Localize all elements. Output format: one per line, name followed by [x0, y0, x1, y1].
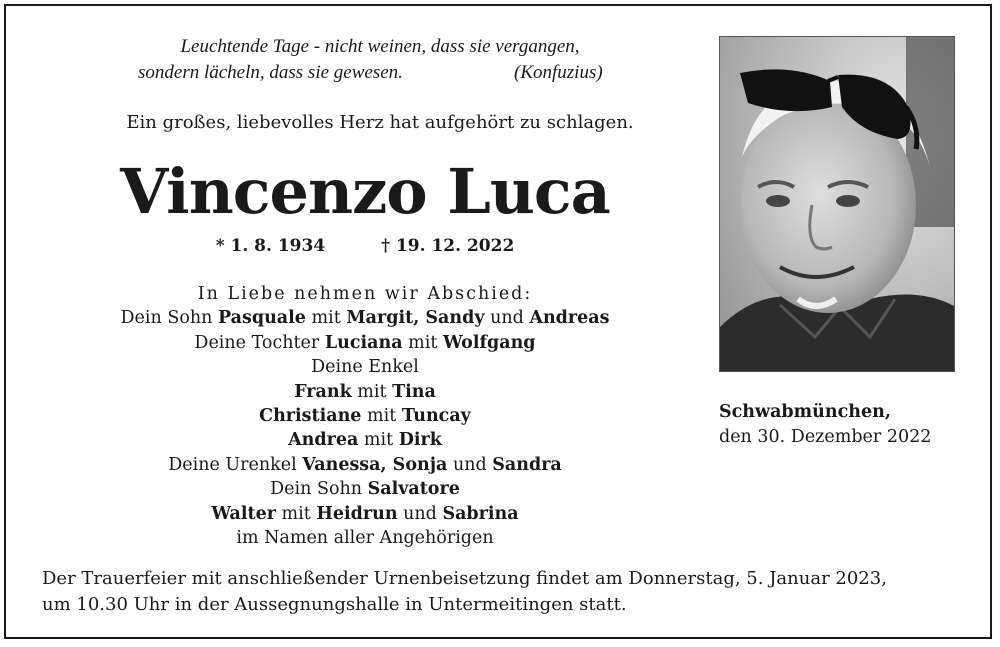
family-name: Christiane: [259, 406, 362, 427]
family-relation-text: mit: [305, 308, 347, 329]
family-relation-text: mit: [361, 406, 402, 427]
quote-author: (Konfuzius): [514, 62, 603, 83]
family-row: [60, 453, 670, 477]
family-row: [60, 502, 670, 526]
family-name: Wolfgang: [442, 332, 536, 353]
life-dates: [60, 236, 670, 256]
quote-line-1: Leuchtende Tage - nicht weinen, dass sie vergangen,: [180, 36, 580, 57]
family-name: Andreas: [529, 308, 610, 329]
family-name: Sandra: [492, 454, 562, 475]
deceased-name: Vincenzo Luca: [120, 155, 610, 228]
family-name: Tina: [392, 381, 436, 402]
family-rows: [60, 306, 670, 550]
birth-date: * 1. 8. 1934: [215, 236, 326, 256]
quote-text: sondern lächeln, dass sie gewesen.: [138, 62, 403, 83]
family-relation-text: im Namen aller Angehörigen: [236, 528, 494, 549]
portrait-photo: [719, 36, 955, 372]
family-name: Vanessa, Sonja: [302, 454, 448, 475]
family-relation-text: und: [484, 308, 530, 329]
family-name: Salvatore: [367, 479, 460, 500]
place-and-date: [719, 400, 931, 450]
ceremony-line-2: um 10.30 Uhr in der Aussegnungshalle in Untermeitingen statt.: [42, 594, 627, 615]
family-name: Tuncay: [401, 406, 471, 427]
family-row: [60, 477, 670, 501]
family-relation-text: mit: [275, 503, 317, 524]
family-row: [60, 331, 670, 355]
family-row: [60, 526, 670, 550]
family-relation-text: Deine Enkel: [311, 357, 419, 378]
family-name: Pasquale: [217, 308, 306, 329]
family-name: Luciana: [324, 332, 403, 353]
family-row: [60, 355, 670, 379]
family-name: Frank: [294, 381, 352, 402]
family-relation-text: mit: [402, 332, 443, 353]
ceremony-line-1: Der Trauerfeier mit anschließender Urnenbeisetzung findet am Donnerstag, 5. Januar 2023,: [42, 568, 887, 589]
place-date: den 30. Dezember 2022: [719, 427, 932, 447]
family-relation-text: Deine Tochter: [194, 332, 325, 353]
intro-text: Ein großes, liebevolles Herz hat aufgehört zu schlagen.: [126, 112, 634, 133]
death-date: † 19. 12. 2022: [381, 236, 515, 256]
portrait-image: [720, 37, 955, 372]
place-city: Schwabmünchen,: [719, 402, 891, 422]
mourners-list: [60, 282, 670, 550]
family-row: [60, 306, 670, 330]
family-name: Heidrun: [316, 503, 398, 524]
family-relation-text: Dein Sohn: [270, 479, 368, 500]
family-name: Andrea: [288, 430, 359, 451]
family-row: [60, 428, 670, 452]
family-row: [60, 404, 670, 428]
family-relation-text: mit: [358, 430, 399, 451]
family-relation-text: Dein Sohn: [120, 308, 218, 329]
family-name: Dirk: [398, 430, 442, 451]
family-relation-text: und: [397, 503, 443, 524]
family-relation-text: mit: [351, 381, 393, 402]
family-relation-text: Deine Urenkel: [168, 454, 303, 475]
family-relation-text: und: [447, 454, 493, 475]
family-name: Margit, Sandy: [346, 308, 485, 329]
ceremony-info: [42, 566, 982, 618]
family-name: Sabrina: [442, 503, 519, 524]
farewell-line: In Liebe nehmen wir Abschied:: [197, 284, 533, 304]
family-name: Walter: [211, 503, 276, 524]
family-row: [60, 380, 670, 404]
